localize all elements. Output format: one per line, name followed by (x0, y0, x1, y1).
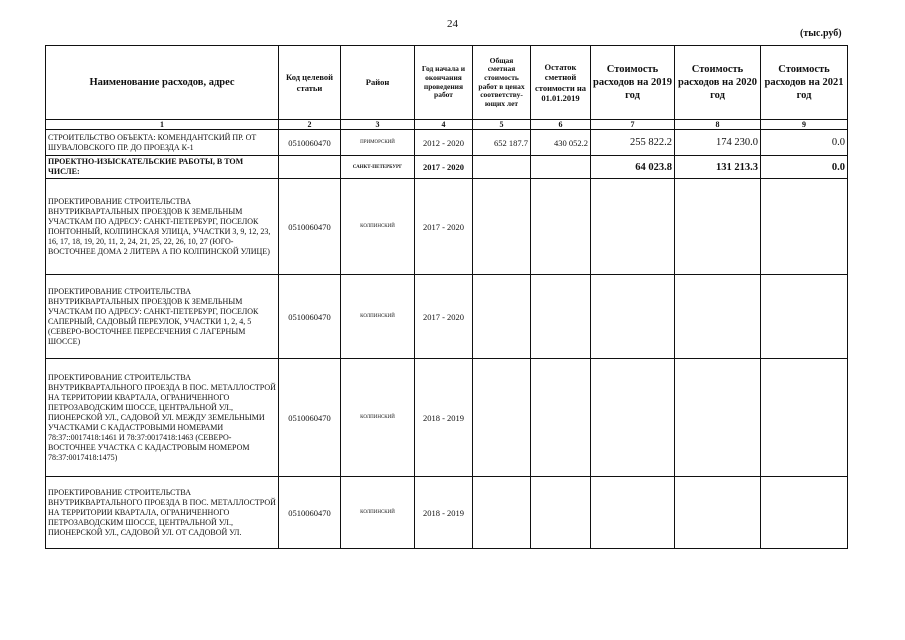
column-number: 9 (761, 120, 848, 130)
row-cost-2021 (761, 275, 848, 359)
row-cost-2020 (675, 359, 761, 477)
row-balance: 430 052.2 (531, 130, 591, 156)
row-cost-2019 (591, 275, 675, 359)
row-cost-2020 (675, 179, 761, 275)
row-cost-2019: 255 822.2 (591, 130, 675, 156)
row-district: КОЛПИНСКИЙ (341, 477, 415, 549)
units-label: (тыс.руб) (800, 28, 842, 39)
column-number: 7 (591, 120, 675, 130)
row-cost-2021 (761, 179, 848, 275)
column-number: 5 (473, 120, 531, 130)
column-number: 2 (279, 120, 341, 130)
row-cost-2020 (675, 275, 761, 359)
header-cost-2021: Стоимость расходов на 2021 год (761, 46, 848, 120)
row-cost-2021 (761, 359, 848, 477)
table-row (46, 156, 848, 179)
row-years: 2012 - 2020 (415, 130, 473, 156)
row-cost-2020 (675, 477, 761, 549)
header-row (46, 46, 848, 120)
row-cost-2021: 0.0 (761, 156, 848, 179)
row-cost-2021 (761, 477, 848, 549)
row-years: 2017 - 2020 (415, 179, 473, 275)
row-code: 0510060470 (279, 179, 341, 275)
header-balance: Остаток сметной стоимости на 01.01.2019 (531, 46, 591, 120)
column-number: 1 (46, 120, 279, 130)
header-cost-2020: Стоимость расходов на 2020 год (675, 46, 761, 120)
table-row (46, 130, 848, 156)
row-years: 2018 - 2019 (415, 359, 473, 477)
row-total-cost (473, 275, 531, 359)
table-row (46, 477, 848, 549)
column-number: 6 (531, 120, 591, 130)
row-total-cost (473, 477, 531, 549)
table-row (46, 179, 848, 275)
row-code (279, 156, 341, 179)
row-total-cost (473, 179, 531, 275)
header-cost-2019: Стоимость расходов на 2019 год (591, 46, 675, 120)
row-district: САНКТ-ПЕТЕРБУРГ (341, 156, 415, 179)
row-district: КОЛПИНСКИЙ (341, 179, 415, 275)
row-cost-2020: 131 213.3 (675, 156, 761, 179)
expenses-table (45, 45, 848, 549)
row-code: 0510060470 (279, 359, 341, 477)
header-years: Год начала и окончания проведения работ (415, 46, 473, 120)
row-district: КОЛПИНСКИЙ (341, 275, 415, 359)
row-balance (531, 179, 591, 275)
table-row (46, 275, 848, 359)
row-balance (531, 275, 591, 359)
row-code: 0510060470 (279, 275, 341, 359)
row-balance (531, 359, 591, 477)
column-number: 3 (341, 120, 415, 130)
column-number: 4 (415, 120, 473, 130)
row-cost-2020: 174 230.0 (675, 130, 761, 156)
header-district: Район (341, 46, 415, 120)
row-district: ПРИМОРСКИЙ (341, 130, 415, 156)
row-cost-2019 (591, 359, 675, 477)
page-number: 24 (447, 18, 458, 30)
row-name: ПРОЕКТИРОВАНИЕ СТРОИТЕЛЬСТВА ВНУТРИКВАРТАЛЬНЫХ ПРОЕЗДОВ К ЗЕМЕЛЬНЫМ УЧАСТКАМ ПО АДРЕСУ: САНКТ-ПЕТЕРБУРГ, ПОСЕЛОК ПОНТОННЫЙ, КОЛПИНСКАЯ УЛИЦА, УЧАСТКИ 3, 9, 12, 23, 16, 17, 18, 19, 20, 11, 2, 24, 21, 25, 22, 26, 10, 27 (ЮГО-ВОСТОЧНЕЕ ДОМА 2 ЛИТЕРА А ПО КОЛПИНСКОЙ УЛИЦЕ) (46, 179, 279, 275)
row-total-cost (473, 156, 531, 179)
row-name: СТРОИТЕЛЬСТВО ОБЪЕКТА: КОМЕНДАНТСКИЙ ПР. ОТ ШУВАЛОВСКОГО ПР. ДО ПРОЕЗДА К-1 (46, 130, 279, 156)
row-name: ПРОЕКТИРОВАНИЕ СТРОИТЕЛЬСТВА ВНУТРИКВАРТАЛЬНОГО ПРОЕЗДА В ПОС. МЕТАЛЛОСТРОЙ НА ТЕРРИТОРИИ КВАРТАЛА, ОГРАНИЧЕННОГО ПЕТРОЗАВОДСКИМ ШОССЕ, ЦЕНТРАЛЬНОЙ УЛ., ПИОНЕРСКОЙ УЛ., САДОВОЙ УЛ. МЕЖДУ ЗЕМЕЛЬНЫМИ УЧАСТКАМИ С КАДАСТРОВЫМИ НОМЕРАМИ 78:37::0017418:1461 И 78:37:0017418:1463 (СЕВЕРО-ВОСТОЧНЕЕ УЧАСТКА С КАДАСТРОВЫМ НОМЕРОМ 78:37:0017418:1475) (46, 359, 279, 477)
row-name: ПРОЕКТИРОВАНИЕ СТРОИТЕЛЬСТВА ВНУТРИКВАРТАЛЬНОГО ПРОЕЗДА В ПОС. МЕТАЛЛОСТРОЙ НА ТЕРРИТОРИИ КВАРТАЛА, ОГРАНИЧЕННОГО ПЕТРОЗАВОДСКИМ ШОССЕ, ЦЕНТРАЛЬНОЙ УЛ., ПИОНЕРСКОЙ УЛ., САДОВОЙ УЛ. ОТ САДОВОЙ УЛ. (46, 477, 279, 549)
row-name: ПРОЕКТНО-ИЗЫСКАТЕЛЬСКИЕ РАБОТЫ, В ТОМ ЧИСЛЕ: (46, 156, 279, 179)
row-code: 0510060470 (279, 130, 341, 156)
column-number-row (46, 120, 848, 130)
row-cost-2021: 0.0 (761, 130, 848, 156)
row-years: 2018 - 2019 (415, 477, 473, 549)
table-row (46, 359, 848, 477)
row-balance (531, 477, 591, 549)
row-years: 2017 - 2020 (415, 275, 473, 359)
row-cost-2019: 64 023.8 (591, 156, 675, 179)
header-name: Наименование расходов, адрес (46, 46, 279, 120)
row-cost-2019 (591, 179, 675, 275)
row-district: КОЛПИНСКИЙ (341, 359, 415, 477)
row-code: 0510060470 (279, 477, 341, 549)
row-balance (531, 156, 591, 179)
row-name: ПРОЕКТИРОВАНИЕ СТРОИТЕЛЬСТВА ВНУТРИКВАРТАЛЬНЫХ ПРОЕЗДОВ К ЗЕМЕЛЬНЫМ УЧАСТКАМ ПО АДРЕСУ: САНКТ-ПЕТЕРБУРГ, ПОСЕЛОК САПЕРНЫЙ, САДОВЫЙ ПЕРЕУЛОК, УЧАСТКИ 1, 2, 4, 5 (СЕВЕРО-ВОСТОЧНЕЕ ПЕРЕСЕЧЕНИЯ С ЛАГЕРНЫМ ШОССЕ) (46, 275, 279, 359)
row-cost-2019 (591, 477, 675, 549)
row-years: 2017 - 2020 (415, 156, 473, 179)
row-total-cost (473, 359, 531, 477)
column-number: 8 (675, 120, 761, 130)
header-code: Код целевой статьи (279, 46, 341, 120)
header-total-cost: Общая сметная стоимость работ в ценах соответству-ющих лет (473, 46, 531, 120)
row-total-cost: 652 187.7 (473, 130, 531, 156)
